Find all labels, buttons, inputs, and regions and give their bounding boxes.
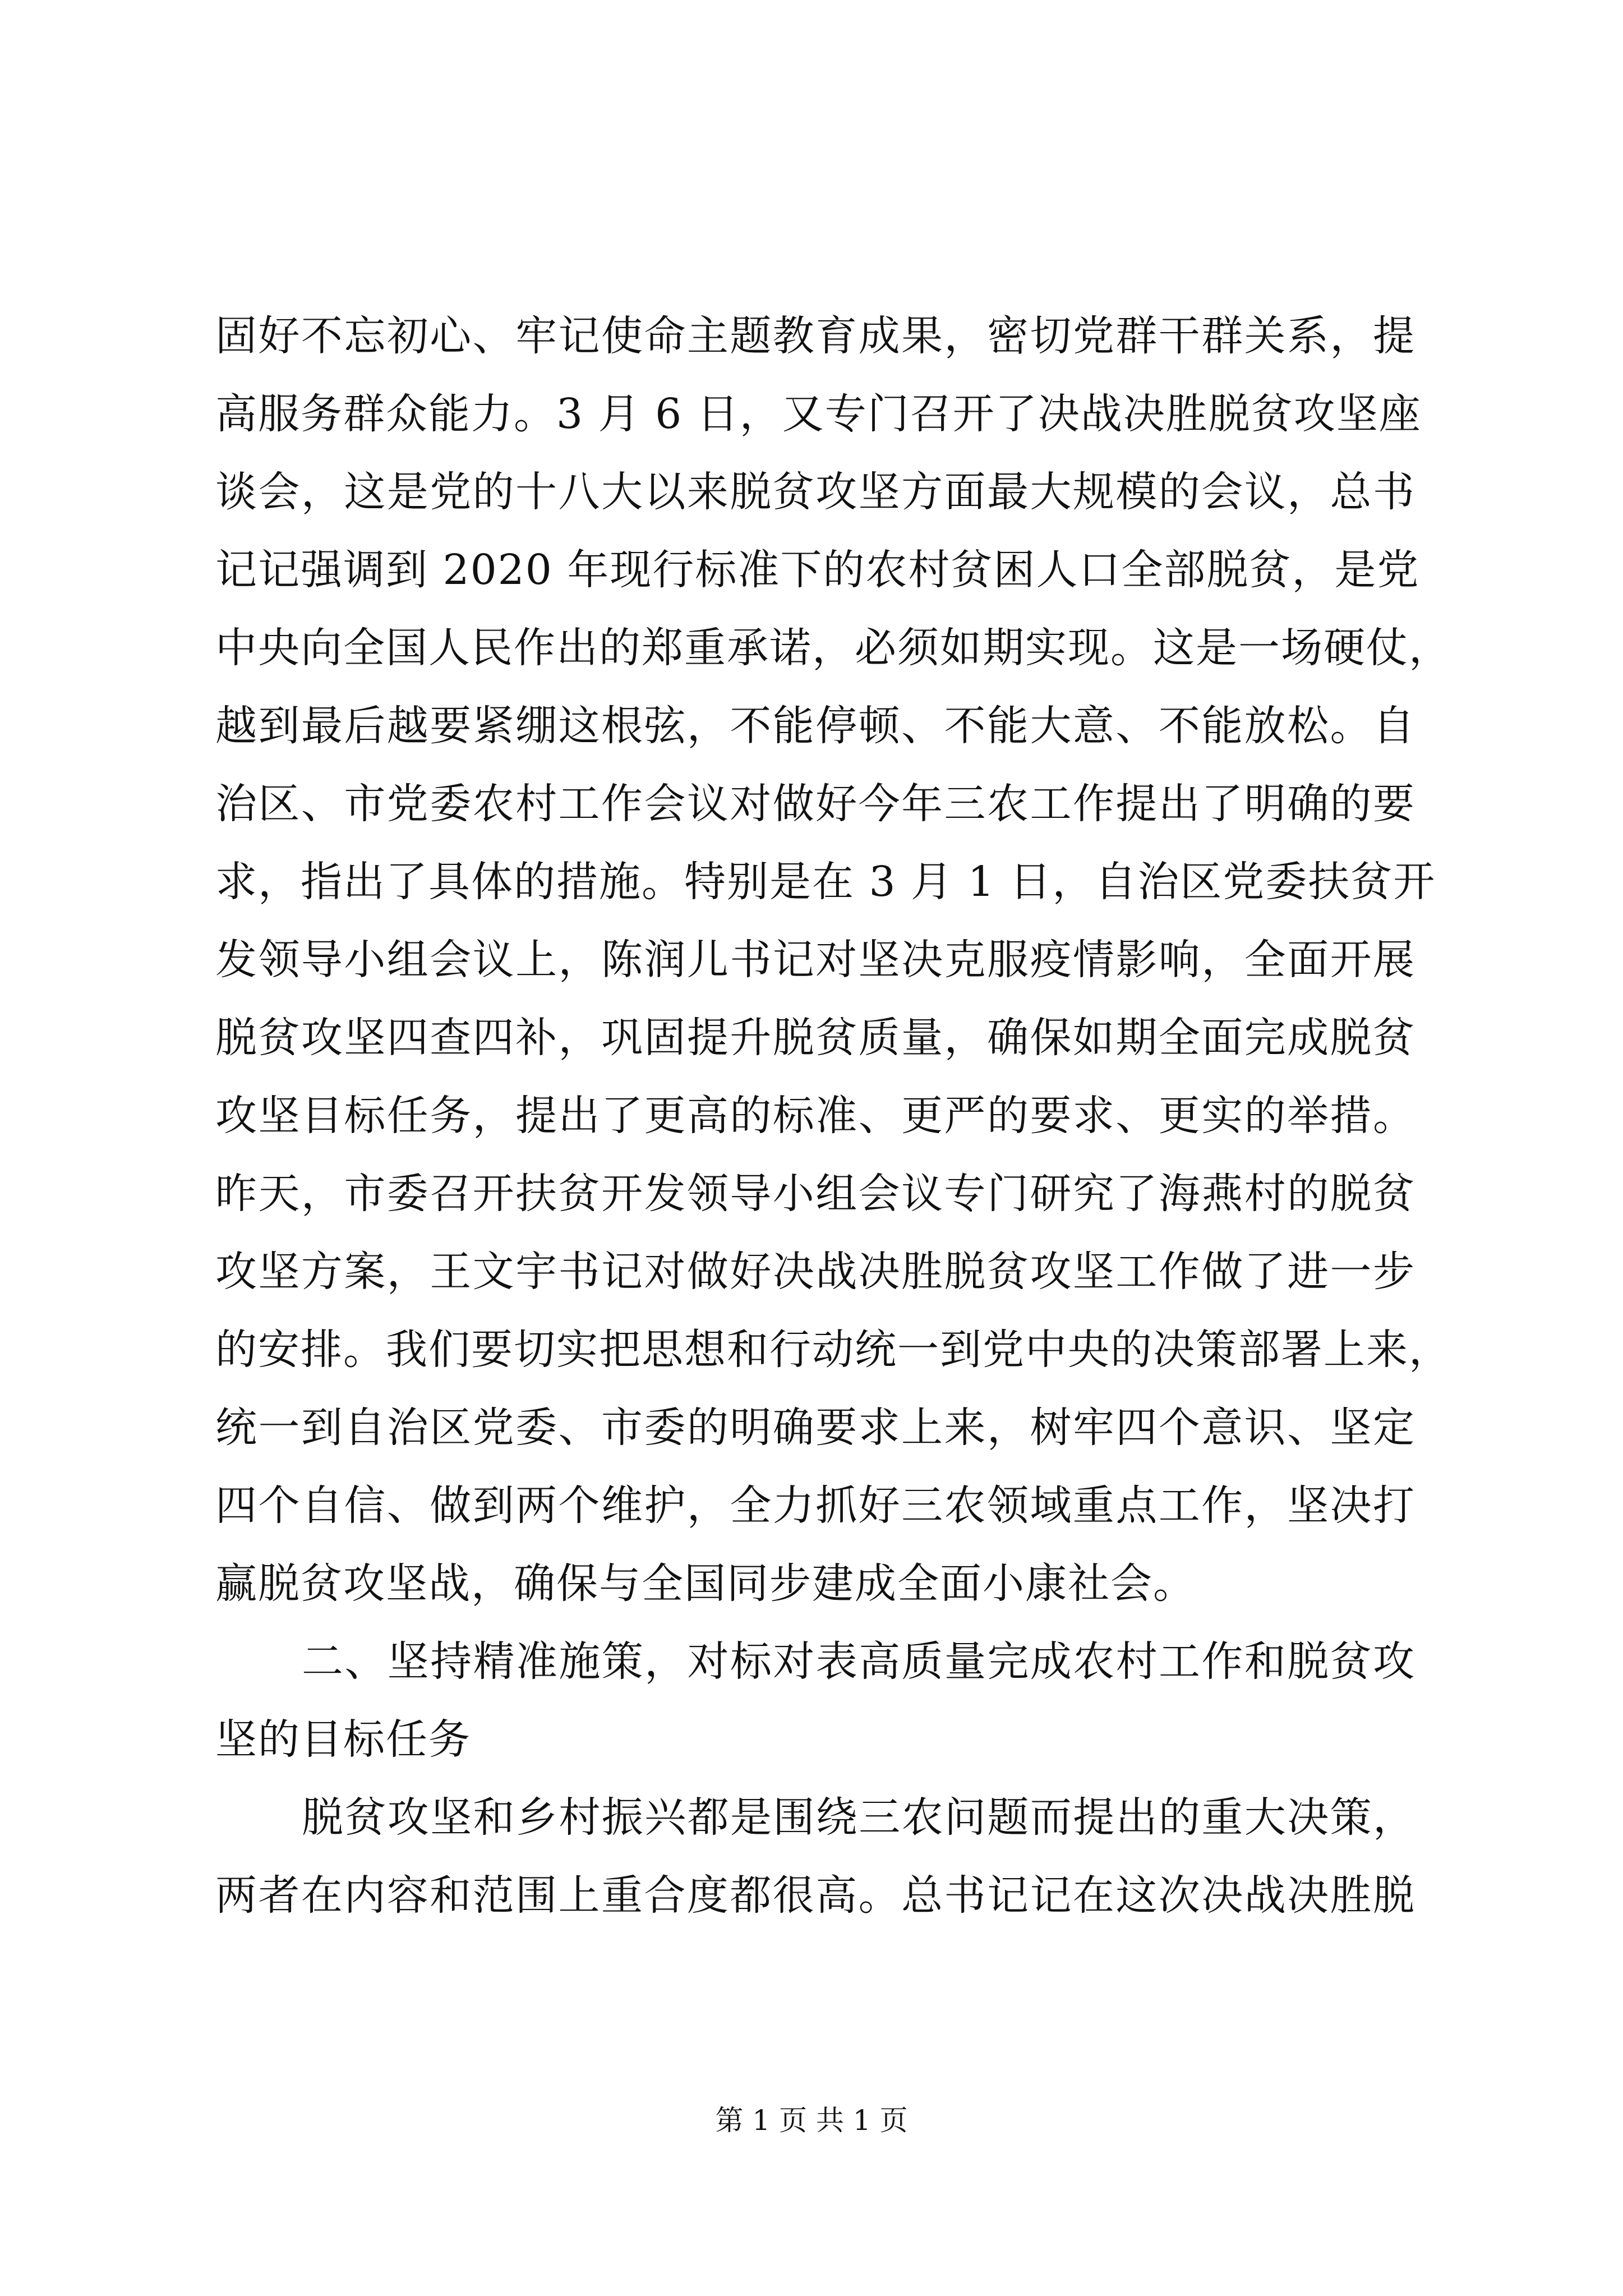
paragraph-line: 越到最后越要紧绷这根弦，不能停顿、不能大意、不能放松。自 — [215, 702, 1415, 750]
paragraph-line: 中央向全国人民作出的郑重承诺，必须如期实现。这是一场硬仗， — [215, 624, 1451, 672]
paragraph-line: 昨天，市委召开扶贫开发领导小组会议专门研究了海燕村的脱贫 — [215, 1170, 1415, 1218]
paragraph-line: 高服务群众能力。3 月 6 日，又专门召开了决战决胜脱贫攻坚座 — [215, 390, 1422, 438]
section-heading-line: 坚的目标任务 — [215, 1715, 471, 1764]
paragraph-line: 统一到自治区党委、市委的明确要求上来，树牢四个意识、坚定 — [215, 1404, 1415, 1452]
paragraph-line: 攻坚方案，王文宇书记对做好决战决胜脱贫攻坚工作做了进一步 — [215, 1248, 1415, 1296]
page-footer: 第 1 页 共 1 页 — [715, 2104, 908, 2137]
paragraph-line: 两者在内容和范围上重合度都很高。总书记记在这次决战决胜脱 — [215, 1871, 1415, 1920]
body-text — [215, 297, 1451, 1935]
paragraph-line: 记记强调到 2020 年现行标准下的农村贫困人口全部脱贫，是党 — [215, 546, 1420, 594]
paragraph-line: 四个自信、做到两个维护，全力抓好三农领域重点工作，坚决打 — [215, 1481, 1415, 1530]
paragraph-line: 固好不忘初心、牢记使命主题教育成果，密切党群干群关系，提 — [215, 312, 1415, 360]
paragraph-line: 谈会，这是党的十八大以来脱贫攻坚方面最大规模的会议，总书 — [215, 468, 1415, 516]
paragraph-line: 的安排。我们要切实把思想和行动统一到党中央的决策部署上来， — [215, 1326, 1451, 1374]
paragraph-line: 脱贫攻坚和乡村振兴都是围绕三农问题而提出的重大决策， — [302, 1793, 1415, 1842]
paragraph-line: 脱贫攻坚四查四补，巩固提升脱贫质量，确保如期全面完成脱贫 — [215, 1014, 1415, 1062]
paragraph-line: 赢脱贫攻坚战，确保与全国同步建成全面小康社会。 — [215, 1559, 1196, 1608]
paragraph-line: 发领导小组会议上，陈润儿书记对坚决克服疫情影响，全面开展 — [215, 936, 1415, 984]
paragraph-line: 攻坚目标任务，提出了更高的标准、更严的要求、更实的举措。 — [215, 1092, 1415, 1140]
paragraph-line: 治区、市党委农村工作会议对做好今年三农工作提出了明确的要 — [215, 780, 1415, 828]
section-heading-line: 二、坚持精准施策，对标对表高质量完成农村工作和脱贫攻 — [302, 1637, 1415, 1686]
paragraph-line: 求，指出了具体的措施。特别是在 3 月 1 日，自治区党委扶贫开 — [215, 858, 1436, 906]
